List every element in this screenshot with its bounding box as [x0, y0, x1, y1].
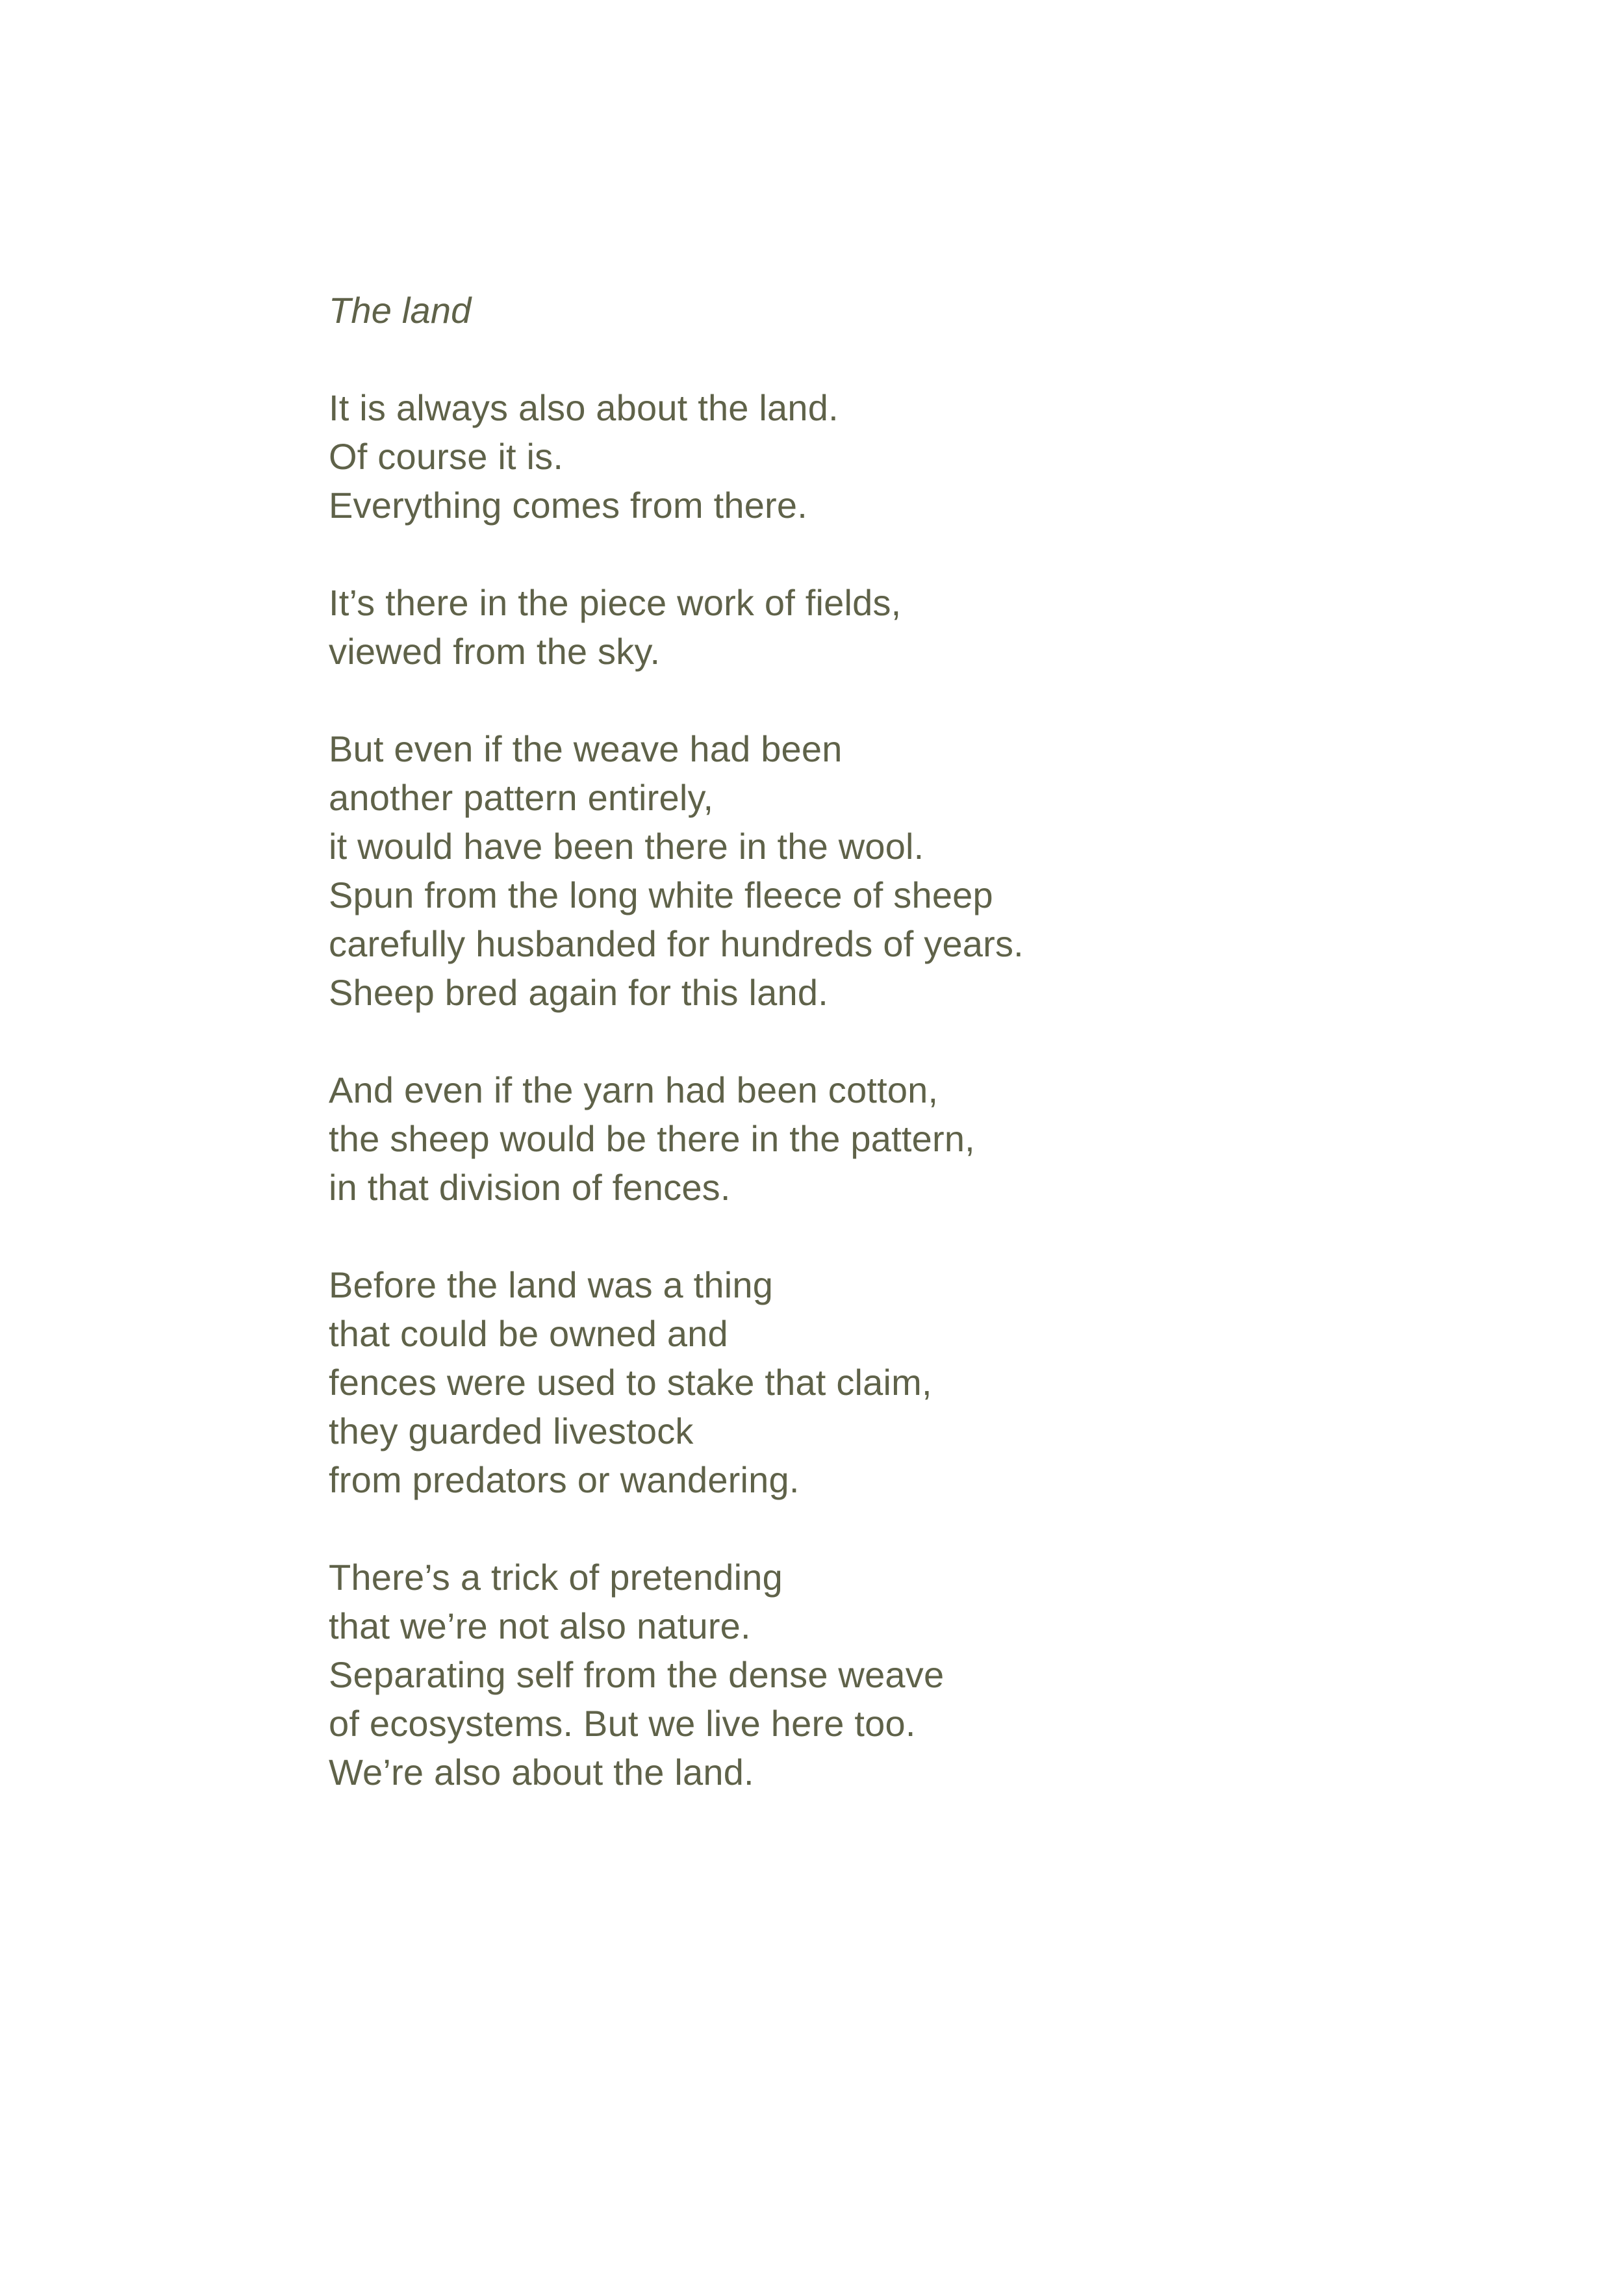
- stanza-3: [329, 724, 1498, 1017]
- poem-line: from predators or wandering.: [329, 1459, 800, 1500]
- poem-line: that we’re not also nature.: [329, 1605, 751, 1646]
- poem-line: it would have been there in the wool.: [329, 826, 924, 867]
- stanza-4: [329, 1066, 1498, 1212]
- poem-line: Everything comes from there.: [329, 485, 807, 526]
- poem-line: another pattern entirely,: [329, 777, 714, 818]
- poem-line: of ecosystems. But we live here too.: [329, 1703, 916, 1744]
- poem-line: It is always also about the land.: [329, 387, 839, 428]
- poem-line: And even if the yarn had been cotton,: [329, 1069, 939, 1110]
- poem-line: It’s there in the piece work of fields,: [329, 582, 902, 623]
- poem-line: fences were used to stake that claim,: [329, 1362, 932, 1403]
- poem: [329, 286, 1498, 1796]
- poem-line: viewed from the sky.: [329, 631, 661, 672]
- poem-line: the sheep would be there in the pattern,: [329, 1118, 975, 1159]
- stanza-1: [329, 383, 1498, 530]
- poem-line: We’re also about the land.: [329, 1752, 754, 1793]
- poem-line: There’s a trick of pretending: [329, 1557, 783, 1598]
- poem-line: they guarded livestock: [329, 1411, 694, 1451]
- poem-title: The land: [329, 290, 472, 331]
- stanza-5: [329, 1260, 1498, 1504]
- poem-line: that could be owned and: [329, 1313, 728, 1354]
- poem-line: Of course it is.: [329, 436, 564, 477]
- poem-line: Separating self from the dense weave: [329, 1654, 945, 1695]
- poem-line: Before the land was a thing: [329, 1264, 774, 1305]
- poem-line: But even if the weave had been: [329, 728, 843, 769]
- stanza-2: [329, 578, 1498, 676]
- poem-line: Spun from the long white fleece of sheep: [329, 875, 993, 915]
- poem-line: carefully husbanded for hundreds of years.: [329, 923, 1024, 964]
- poem-line: in that division of fences.: [329, 1167, 731, 1208]
- poem-line: Sheep bred again for this land.: [329, 972, 828, 1013]
- stanza-6: [329, 1553, 1498, 1796]
